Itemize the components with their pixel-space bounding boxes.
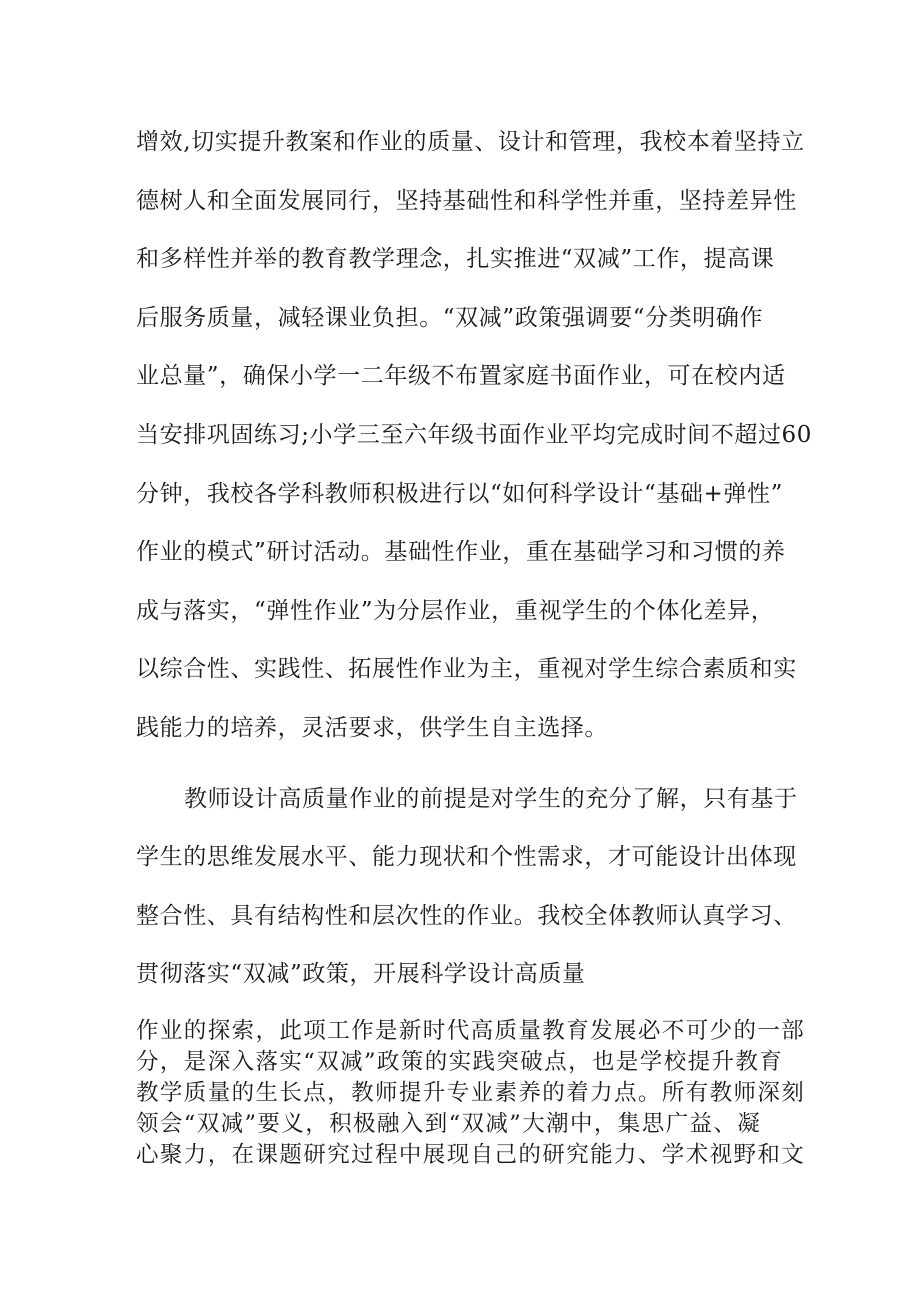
paragraph-2 [136, 776, 796, 1010]
paragraph-1 [136, 119, 813, 764]
paragraph-2-line: 整合性、具有结构性和层次性的作业。我校全体教师认真学习、 [136, 902, 797, 929]
paragraph-1-line: 践能力的培养，灵活要求，供学生自主选择。 [136, 714, 608, 741]
paragraph-2-line: 教师设计高质量作业的前提是对学生的充分了解，只有基于 [184, 785, 798, 812]
paragraph-1-line: 德树人和全面发展同行，坚持基础性和科学性并重，坚持差异性 [136, 187, 797, 214]
lower-text-line: 分，是深入落实“双减”政策的实践突破点，也是学校提升教育 [136, 1049, 784, 1075]
paragraph-1-line: 当安排巩固练习;小学三至六年级书面作业平均完成时间不超过60 [136, 421, 813, 448]
lower-text-line: 心聚力，在课题研究过程中展现自己的研究能力、学术视野和文 [136, 1142, 806, 1168]
paragraph-1-line: 以综合性、实践性、拓展性作业为主，重视对学生综合素质和实 [136, 656, 797, 683]
lower-text-section [136, 1016, 806, 1171]
lower-text-line: 作业的探索，此项工作是新时代高质量教育发展必不可少的一部 [136, 1018, 806, 1044]
paragraph-1-line: 增效,切实提升教案和作业的质量、设计和管理，我校本着坚持立 [136, 129, 805, 155]
paragraph-1-line: 和多样性并举的教育教学理念，扎实推进“双减”工作，提高课 [136, 246, 775, 273]
paragraph-1-line: 后服务质量，减轻课业负担。“双减”政策强调要“分类明确作 [136, 304, 764, 331]
paragraph-1-line: 业总量”，确保小学一二年级不布置家庭书面作业，可在校内适 [136, 363, 786, 390]
paragraph-2-line: 学生的思维发展水平、能力现状和个性需求，才可能设计出体现 [136, 844, 797, 871]
lower-text-line: 教学质量的生长点，教师提升专业素养的着力点。所有教师深刻 [136, 1080, 806, 1106]
paragraph-1-line: 分钟，我校各学科教师积极进行以“如何科学设计“基础+弹性” [136, 480, 783, 507]
paragraph-2-line: 贯彻落实“双减”政策，开展科学设计高质量 [136, 961, 586, 988]
paragraph-1-line: 作业的模式”研讨活动。基础性作业，重在基础学习和习惯的养 [136, 539, 786, 566]
upper-text-section [136, 119, 813, 1010]
paragraph-1-line: 成与落实，“弹性作业”为分层作业，重视学生的个体化差异， [136, 597, 775, 624]
lower-text-line: 领会“双减”要义，积极融入到“双减”大潮中，集思广益、凝 [136, 1111, 762, 1137]
